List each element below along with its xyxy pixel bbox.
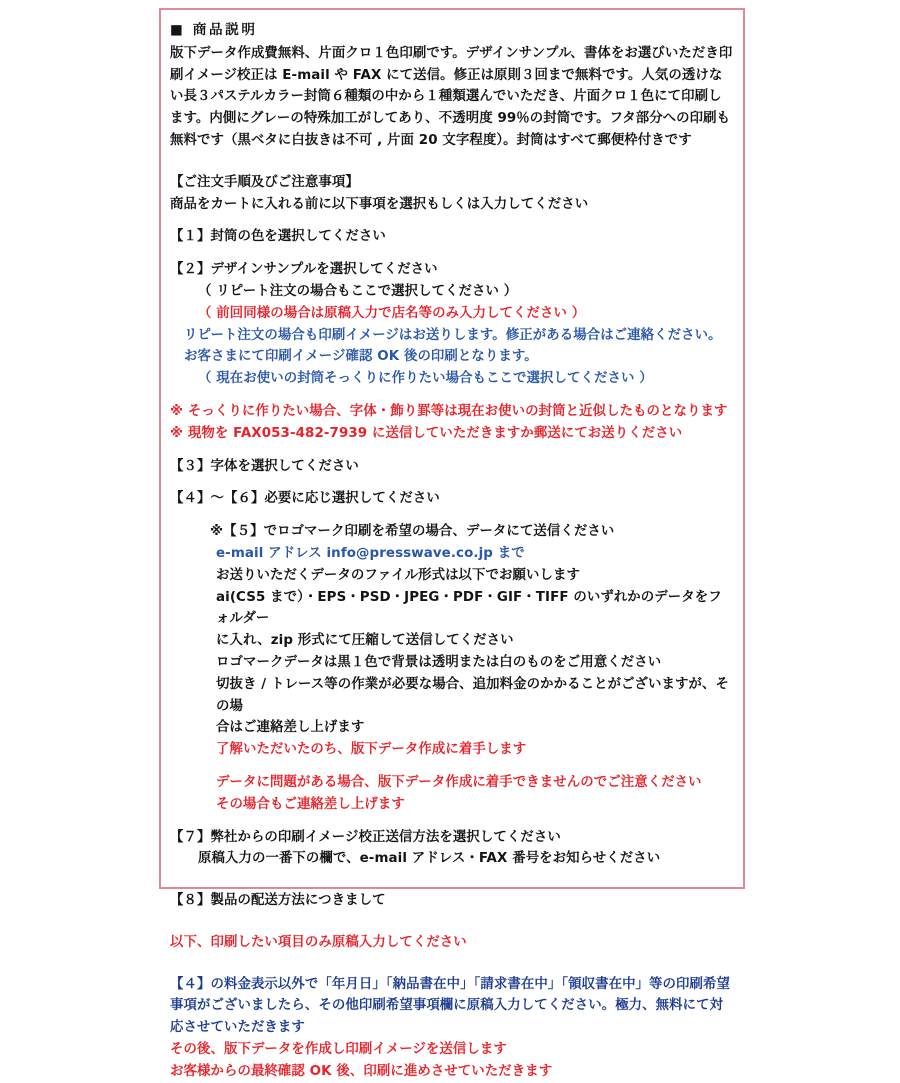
step-1: 【１】封筒の色を選択してください bbox=[170, 229, 386, 245]
step-2-note-blue-3: （ 現在お使いの封筒そっくりに作りたい場合もここで選択してください ） bbox=[198, 371, 653, 387]
product-description-body bbox=[170, 20, 734, 1083]
final-navy-paragraph: 【４】の料金表示以外で「年月日」「納品書在中」「請求書在中」「領収書在中」等の印刷希望事項がございましたら、その他印刷希望事項欄に原稿入力してください。極力、無料にて対応させていただきます bbox=[170, 976, 730, 1036]
spacer bbox=[170, 445, 734, 456]
logo-format-line-3: ロゴマークデータは黒１色で背景は透明または白のものをご用意ください bbox=[216, 654, 662, 670]
step-2: 【２】デザインサンプルを選択してください bbox=[170, 262, 438, 278]
spacer bbox=[170, 248, 734, 259]
logo-format-line-4: 切抜き / トレース等の作業が必要な場合、追加料金のかかることがございますが、その場 bbox=[216, 676, 729, 714]
logo-red-note-1: 了解いただいたのち、版下データ作成に着手します bbox=[216, 742, 527, 758]
step-7-note: 原稿入力の一番下の欄で、e-mail アドレス・FAX 番号をお知らせください bbox=[198, 851, 661, 867]
order-section-lead: 商品をカートに入れる前に以下事項を選択もしくは入力してください bbox=[170, 196, 589, 212]
step-2-note-blue-1: リピート注文の場合も印刷イメージはお送りします。修正がある場合はご連絡ください。 bbox=[184, 327, 722, 343]
spacer bbox=[170, 761, 734, 772]
final-red-line-2: お客様からの最終確認 OK 後、印刷に進めさせていただきます bbox=[170, 1063, 553, 1079]
final-red-lead: 以下、印刷したい項目のみ原稿入力してください bbox=[170, 934, 467, 950]
step-3: 【３】字体を選択してください bbox=[170, 458, 359, 474]
spacer bbox=[170, 510, 734, 521]
spacer bbox=[170, 954, 734, 974]
final-red-line-1: その後、版下データを作成し印刷イメージを送信します bbox=[170, 1042, 507, 1058]
logo-note: ※【５】でロゴマーク印刷を希望の場合、データにて送信ください bbox=[210, 524, 615, 540]
step-2-note-black: （ リピート注文の場合もここで選択してください ） bbox=[198, 283, 518, 299]
step-4-to-6: 【４】～【６】必要に応じ選択してください bbox=[170, 491, 440, 507]
logo-format-line-2: に入れ、zip 形式にて圧縮して送信してください bbox=[216, 633, 514, 649]
warning-line-2: ※ 現物を FAX053-482-7939 に送信していただきますか郵送にてお送りください bbox=[170, 425, 683, 441]
order-section-title: 【ご注文手順及びご注意事項】 bbox=[170, 174, 359, 190]
logo-format-lead: お送りいただくデータのファイル形式は以下でお願いします bbox=[216, 567, 580, 583]
step-2-note-red: （ 前回同様の場合は原稿入力で店名等のみ入力してください ） bbox=[198, 305, 586, 321]
product-description-frame bbox=[159, 8, 745, 1079]
step-7: 【７】弊社からの印刷イメージ校正送信方法を選択してください bbox=[170, 829, 561, 845]
spacer bbox=[170, 390, 734, 401]
spacer bbox=[170, 912, 734, 932]
logo-format-line-5: 合はご連絡差し上げます bbox=[216, 720, 365, 736]
logo-email-address: e-mail アドレス info@presswave.co.jp まで bbox=[216, 545, 525, 561]
spacer bbox=[170, 870, 734, 890]
spacer bbox=[170, 215, 734, 226]
warning-line-1: ※ そっくりに作りたい場合、字体・飾り罫等は現在お使いの封筒と近似したものとなります bbox=[170, 403, 728, 419]
logo-red-note-3: その場合もご連絡差し上げます bbox=[216, 796, 405, 812]
spacer bbox=[170, 152, 734, 172]
spacer bbox=[170, 816, 734, 827]
intro-paragraph: 版下データ作成費無料、片面クロ１色印刷です。デザインサンプル、書体をお選びいただき印刷イメージ校正は E-mail や FAX にて送信。修正は原則３回まで無料です。人気の透けない長３パステルカラー封筒６種類の中から１種類選んでいただき、片面クロ１色にて印刷します。内側にグレーの特殊加工がしてあり、不透明度 99％の封筒です。フタ部分への印刷も無料です（黒ベタに白抜きは不可 , 片面 20 文字程度）。封筒はすべて郵便枠付きです bbox=[170, 45, 733, 148]
logo-red-note-2: データに問題がある場合、版下データ作成に着手できませんのでご注意ください bbox=[216, 774, 702, 790]
logo-format-line-1: ai(CS5 まで）・EPS・PSD・JPEG・PDF・GIF・TIFF のいずれかのデータをフォルダー bbox=[216, 589, 722, 627]
page-title: ■ 商品説明 bbox=[170, 22, 258, 38]
spacer bbox=[170, 477, 734, 488]
step-8: 【８】製品の配送方法につきまして bbox=[170, 893, 386, 909]
step-2-note-blue-2: お客さまにて印刷イメージ確認 OK 後の印刷となります。 bbox=[184, 349, 538, 365]
